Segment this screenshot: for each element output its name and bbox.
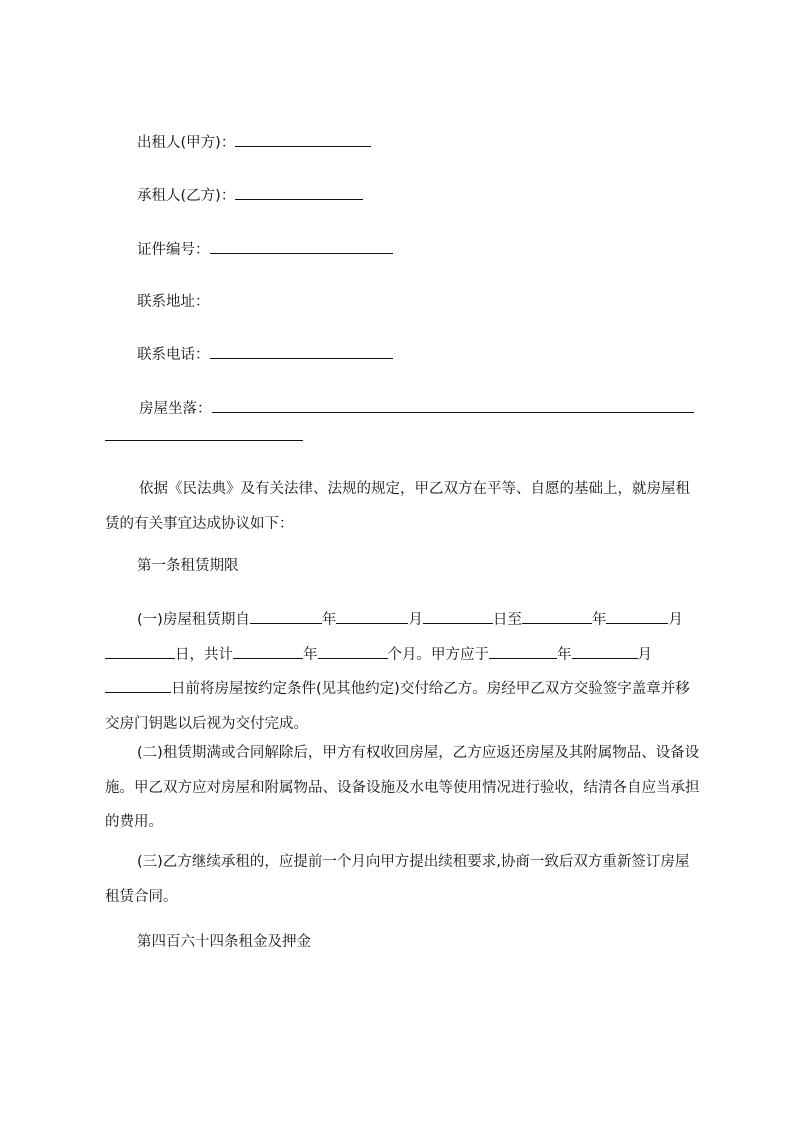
article1-clause3: (三)乙方继续承租的，应提前一个月向甲方提出续租要求,协商一致后双方重新签订房屋租赁合同。	[105, 854, 690, 905]
c1-text-6: 月	[668, 612, 683, 628]
c1-text-9: 个月。甲方应于	[387, 646, 489, 663]
field-lessee	[137, 185, 363, 206]
id-number-blank[interactable]	[210, 239, 393, 254]
field-address	[137, 292, 210, 312]
field-location	[139, 398, 694, 419]
article2-heading: 第四百六十四条租金及押金	[137, 934, 311, 950]
lessee-blank[interactable]	[235, 185, 363, 200]
c1-text-11: 月	[637, 646, 652, 663]
c1-text-5: 年	[591, 612, 607, 628]
phone-blank[interactable]	[210, 344, 393, 359]
lessor-blank[interactable]	[235, 132, 371, 147]
location-blank[interactable]	[212, 398, 694, 413]
total-years-blank[interactable]	[233, 644, 303, 659]
field-lessee-label: 承租人(乙方)：	[137, 188, 236, 204]
field-address-label: 联系地址：	[137, 294, 210, 310]
start-month-blank[interactable]	[336, 609, 408, 624]
article1-clause2: (二)租赁期满或合同解除后，甲方有权收回房屋，乙方应返还房屋及其附属物品、设备设施。甲乙双方应对房屋和附属物品、设备设施及水电等使用情况进行验收，结清各自应当承担的费用。	[105, 745, 700, 830]
start-year-blank[interactable]	[250, 609, 322, 624]
field-lessor-label: 出租人(甲方)：	[137, 135, 236, 151]
c1-text-3: 月	[408, 612, 423, 628]
c1-text-1: (一)房屋租赁期自	[137, 612, 250, 628]
c1-text-10: 年	[557, 646, 572, 663]
intro-paragraph: 依据《民法典》及有关法律、法规的规定，甲乙双方在平等、自愿的基础上，就房屋租赁的有关事宜达成协议如下：	[105, 481, 690, 532]
end-month-blank[interactable]	[606, 609, 668, 624]
handover-day-blank[interactable]	[105, 678, 171, 693]
field-id-number-label: 证件编号：	[137, 242, 210, 258]
handover-year-blank[interactable]	[489, 644, 557, 659]
location-blank-continued[interactable]	[105, 440, 303, 441]
field-phone-label: 联系电话：	[137, 347, 210, 363]
field-phone	[137, 344, 393, 365]
c1-text-8: 年	[303, 646, 318, 663]
handover-month-blank[interactable]	[572, 644, 638, 659]
start-day-blank[interactable]	[423, 609, 493, 624]
c1-text-4: 日至	[492, 612, 522, 628]
c1-text-7: 日，共计	[175, 646, 233, 663]
c1-text-2: 年	[321, 612, 337, 628]
article1-heading: 第一条租赁期限	[137, 558, 239, 574]
field-lessor	[137, 132, 371, 153]
field-location-label: 房屋坐落：	[139, 401, 212, 417]
total-months-blank[interactable]	[318, 644, 388, 659]
article1-clause1	[105, 603, 703, 741]
c1-text-12: 日前将房屋按约定条件(见其他约定)交付给乙方。房经甲乙双方交验签字盖章并移交房门钥匙以后视为交付完成。	[105, 681, 690, 732]
end-year-blank[interactable]	[522, 609, 592, 624]
end-day-blank[interactable]	[105, 644, 175, 659]
field-id-number	[137, 239, 393, 260]
